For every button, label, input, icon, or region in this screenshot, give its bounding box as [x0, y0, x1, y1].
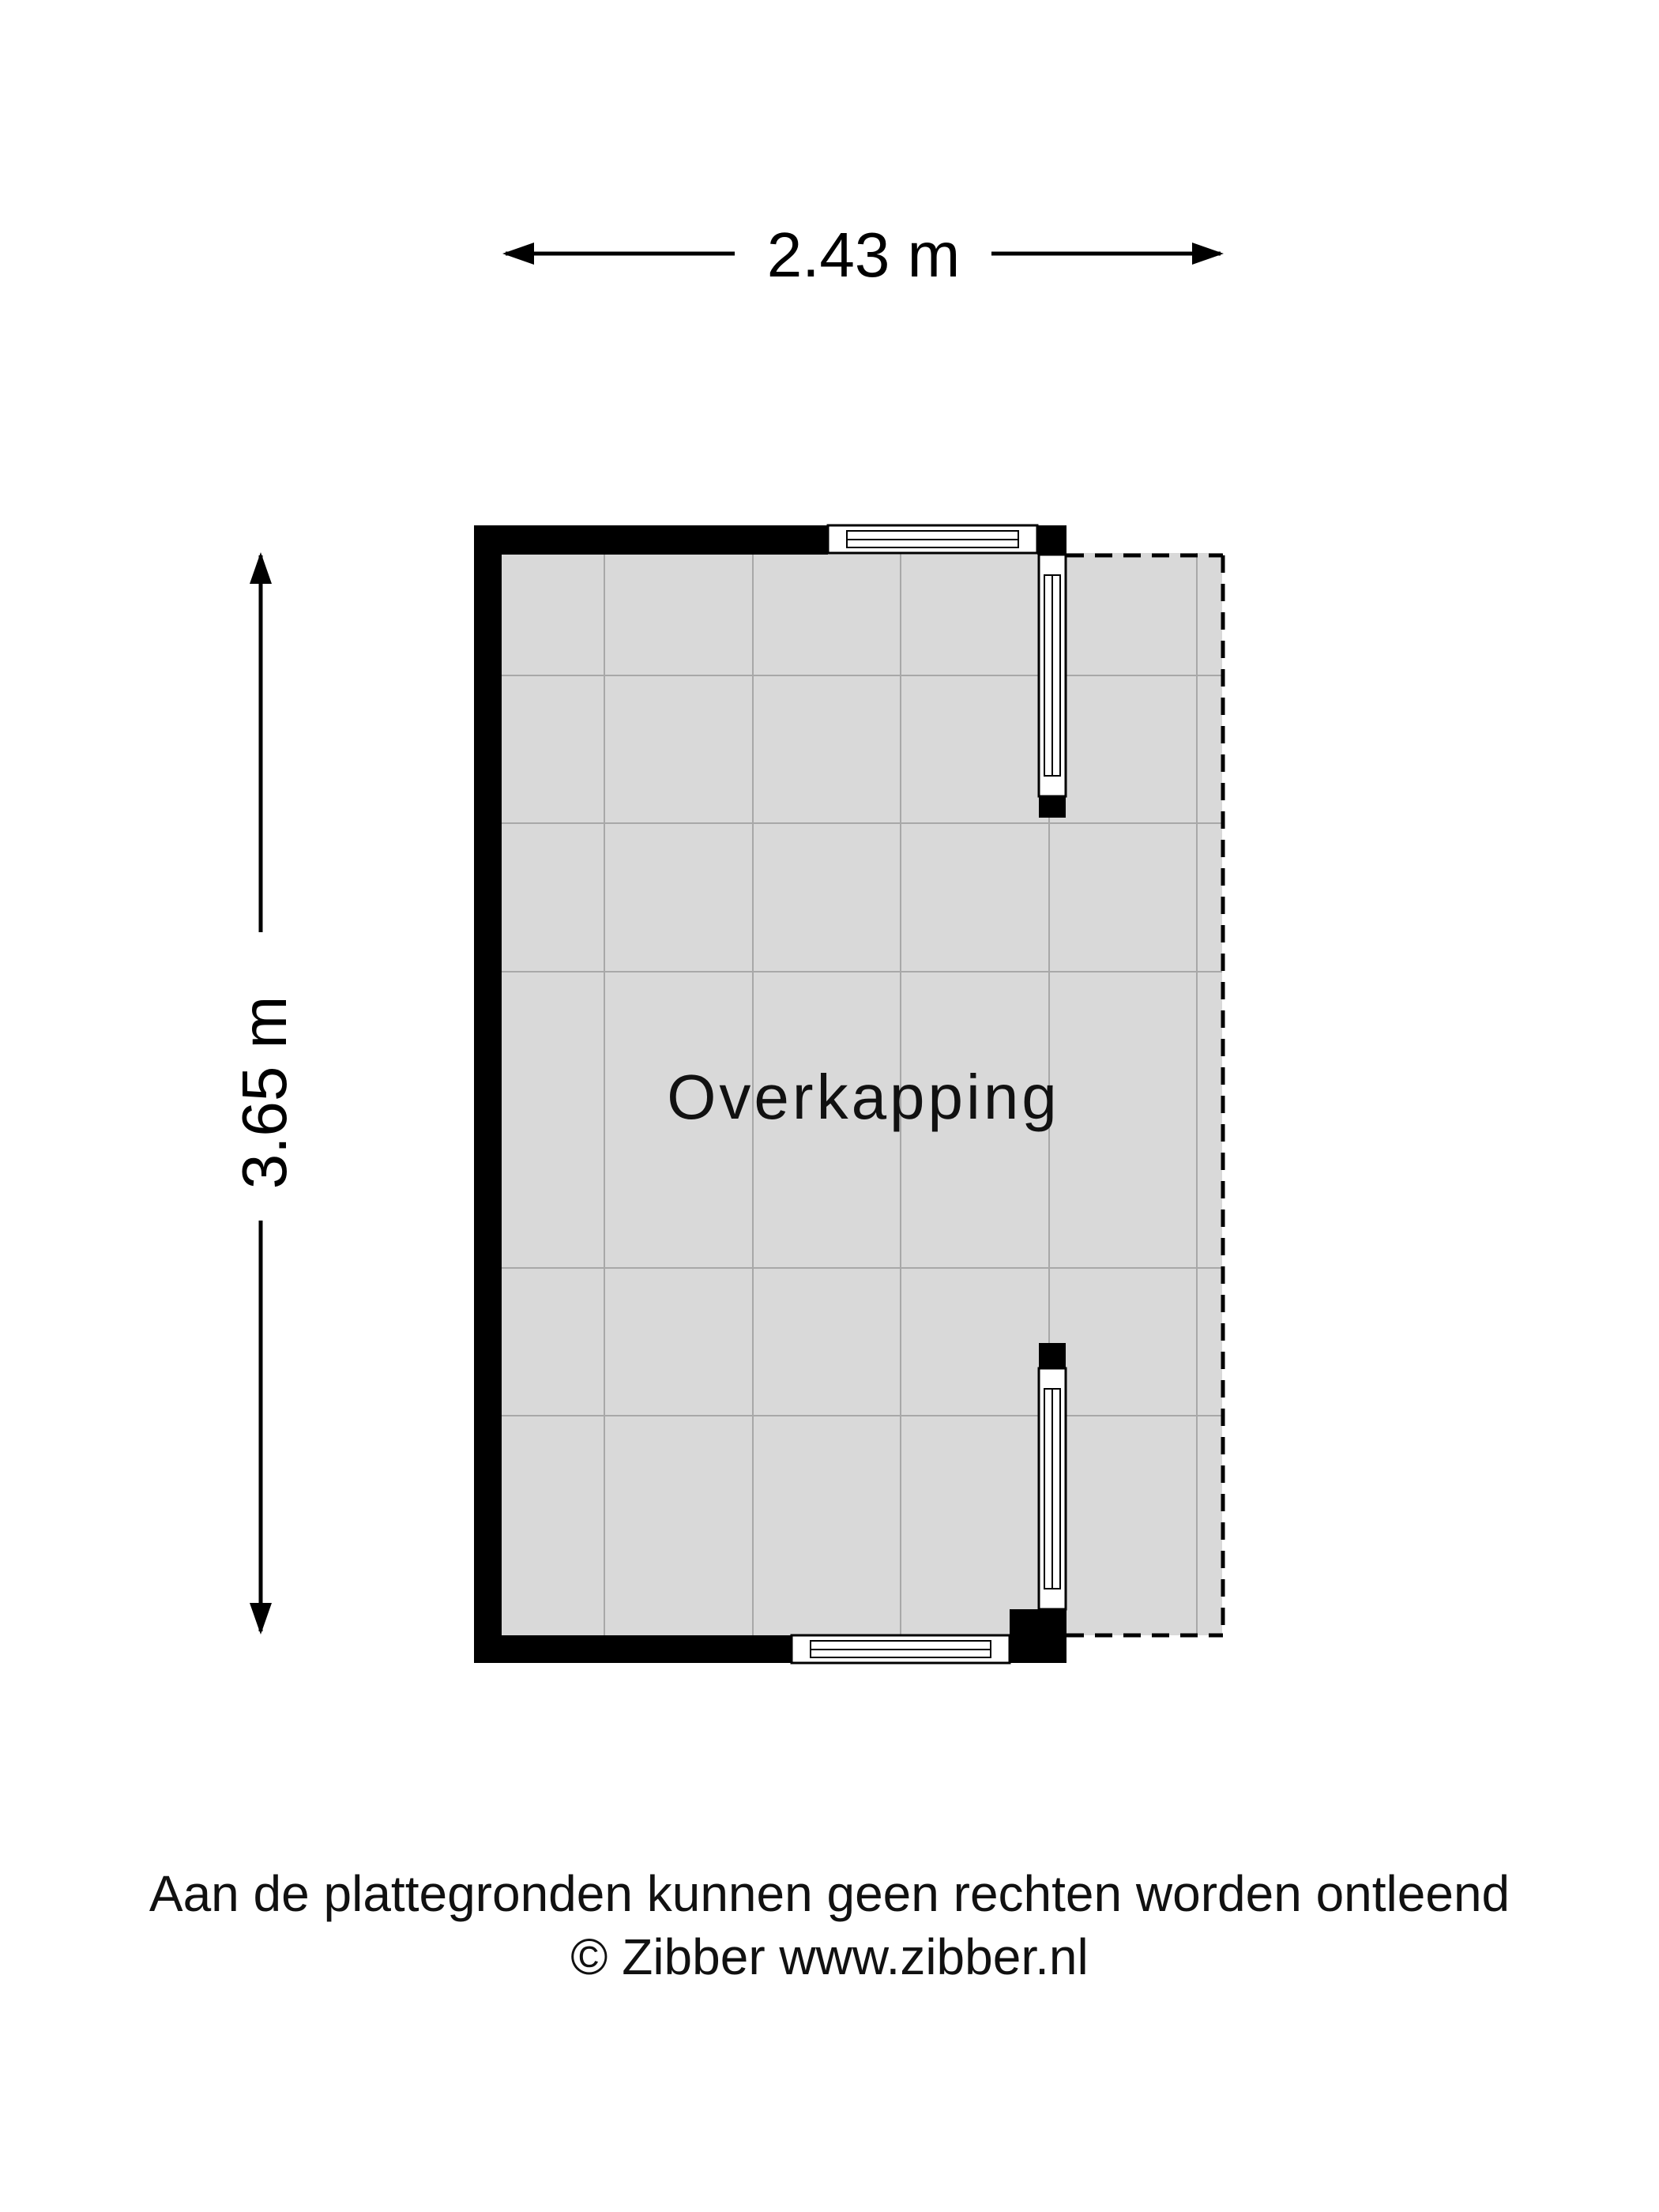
stub-top [1039, 796, 1066, 818]
width-arrowhead-left [502, 243, 534, 265]
stub-bottom [1039, 1343, 1066, 1368]
height-dimension [229, 552, 299, 1635]
window-top [828, 525, 1037, 553]
copyright-text: © Zibber www.zibber.nl [570, 1928, 1089, 1985]
room-label: Overkapping [667, 1062, 1060, 1132]
wall-top [474, 525, 828, 555]
pillar-top-right [1037, 525, 1066, 555]
window-bottom [792, 1635, 1010, 1663]
window-right-top [1039, 555, 1066, 796]
wall-left [474, 525, 502, 1663]
disclaimer-text: Aan de plattegronden kunnen geen rechten worden ontleend [149, 1865, 1510, 1922]
height-label: 3.65 m [229, 995, 299, 1190]
wall-bottom [474, 1635, 792, 1663]
height-arrowhead-top [250, 552, 272, 584]
width-dimension [502, 220, 1224, 290]
height-arrowhead-bottom [250, 1603, 272, 1635]
width-label: 2.43 m [766, 220, 961, 290]
window-right-bottom [1039, 1368, 1066, 1609]
width-arrowhead-right [1192, 243, 1224, 265]
